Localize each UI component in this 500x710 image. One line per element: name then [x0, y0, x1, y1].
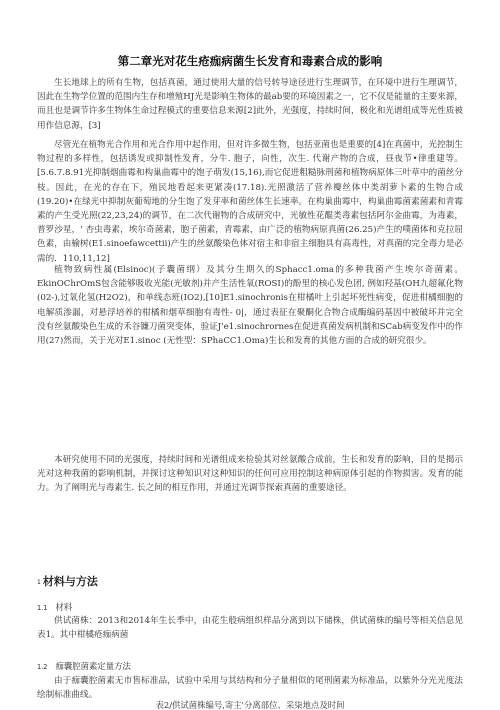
materials-paragraph: 供试菌株：2013和2014年生长季中，由花生般病组织样品分离到以下储株，供试菌株的编号等相关信息见表1。其中柑橘疮痂病菌 — [37, 616, 463, 641]
table-caption: 表2/供试菌株编号,寄主'分离部位、采柒地点及时间 — [155, 700, 345, 710]
intro-paragraph-4: 本研究使用不同的光强度，持续时间和光谱组成来检验其对丝氨酸合成前，生长和发育的影响，目的是揭示光对这种我菌的影响机制，并探讨这种知识对这种知识的任何可应用控制这种病原体引起的作物损害。发育的能力。为了阐明光与毒素生. 长之间的相互作用，并通过光调节探索真菌的重要途径。 — [37, 455, 463, 494]
intro-paragraph-1: 生长地球上的所有生物，包括真菌，通过使用大量的信号转导途径进行生理调节，在环境中进行生理调节，因此在生物学位置的范围内生存和增殖HJ光是影响生物体的最ab要的环境因素之一，它不仅是能量的主要来源，而且也是调节许多生物体生命过程模式的重要信息来源[2]此外，光强度，持续时间，极化和光谱组成等光性质被用作信息源，[3] — [37, 78, 463, 131]
section-title: 材料与方法 — [42, 575, 98, 588]
subsection-title: 材料 — [55, 602, 73, 612]
intro-paragraph-3: 植物致病性属(Elsinoc)(子囊菌纲）及其分生期久的Sphacc1.oma的多种我菌产生埃尔奇菌素。EkinOChrOmS包含能够吸收光能(光敏剂)并产生活性氧(ROSI)的酚里的核心发色团, 例如羟基(OH九超氟化物(02-),过氧化氢(H2O2)，和单线态班(IO2),[10]E1.sinochronis在柑橘叶上引起坏死性病变，促进柑橘细胞的电解质渗漏，对悬浮培养的柑橘和烟草细胞有毒性- 0|，通过表征在聚酮化合物合成酶编码基因中被破坏并完全没有丝氨酸染色生成的禾谷镰刀菌突变体，验证J'e1.sinochrornes在促进真菌发病机制和SCab病变发作中的作用(27)然而，关于光对E1.sinoc (无性型：SPhaCC1.Oma)生长和发育的其他方面的合成的研究很少。 — [37, 265, 463, 347]
subsection-heading-quantification — [37, 660, 131, 672]
section-number: 1 — [37, 579, 41, 586]
subsection-heading-materials — [37, 601, 72, 613]
subsection-number: 1.2 — [37, 663, 48, 671]
quantification-paragraph: 由于痂囊腔菌素无市售标准品，试验中采用与其结构和分子量相似的尾刑菌素为标准品，以紫外分光光度法绘制标准曲线。 — [37, 676, 463, 701]
page-title: 第二章光对花生疮痂病菌生长发育和毒素合成的影响 — [117, 54, 383, 68]
intro-paragraph-2: 尽管光在植物光合作用和光合作用中起作用，但对许多微生物，包括亚菌也是重要的[4]在真菌中，光控制生物过程的多样性，包括诱发或抑制性发育，分牛. 胞子，向性，次生. 代谢产物的合成，昼夜节•律重建等。[5.6.7.8.91光抑制烟曲霉和构巢曲霉中的饱子萌发(15,16),而它促进粗糙脉刑菌和植物病原体三叶草中的菌丝分枝。因此，在光的存在下，殖民地看起来更紧凑(17.18).光照激活了营养瓣丝体中类胡萝卜素的生物合成(19.20)•在绿光中抑制灰葡萄地的分生饱了发芽率和菌丝体生长速率。在构巢曲霉中，构巢曲霉菌素菌素和青霉素的产生受光照(22,23,24)的调节，在二次代谢物的合成研究中，光敏性花醌类毒素包括阿尔金曲霉，为毒素，普罗沙星，' 杏虫毒素，埃尔奇菌素，胞子菌素，青霉素，由广泛的植物病原真菌(26.25)产生的噗菌体和克拉屈色素，由榆树(E1.sinoefawcettii)产生的丝氨酸染色体对宿主和非宿主细胞具有高毒性，对真菌的完全毒力是必需的．110,11,12] — [37, 140, 463, 264]
subsection-number: 1.1 — [37, 604, 48, 612]
section-heading — [37, 573, 98, 589]
subsection-title: 痂囊腔菌素定量方法 — [55, 661, 131, 671]
